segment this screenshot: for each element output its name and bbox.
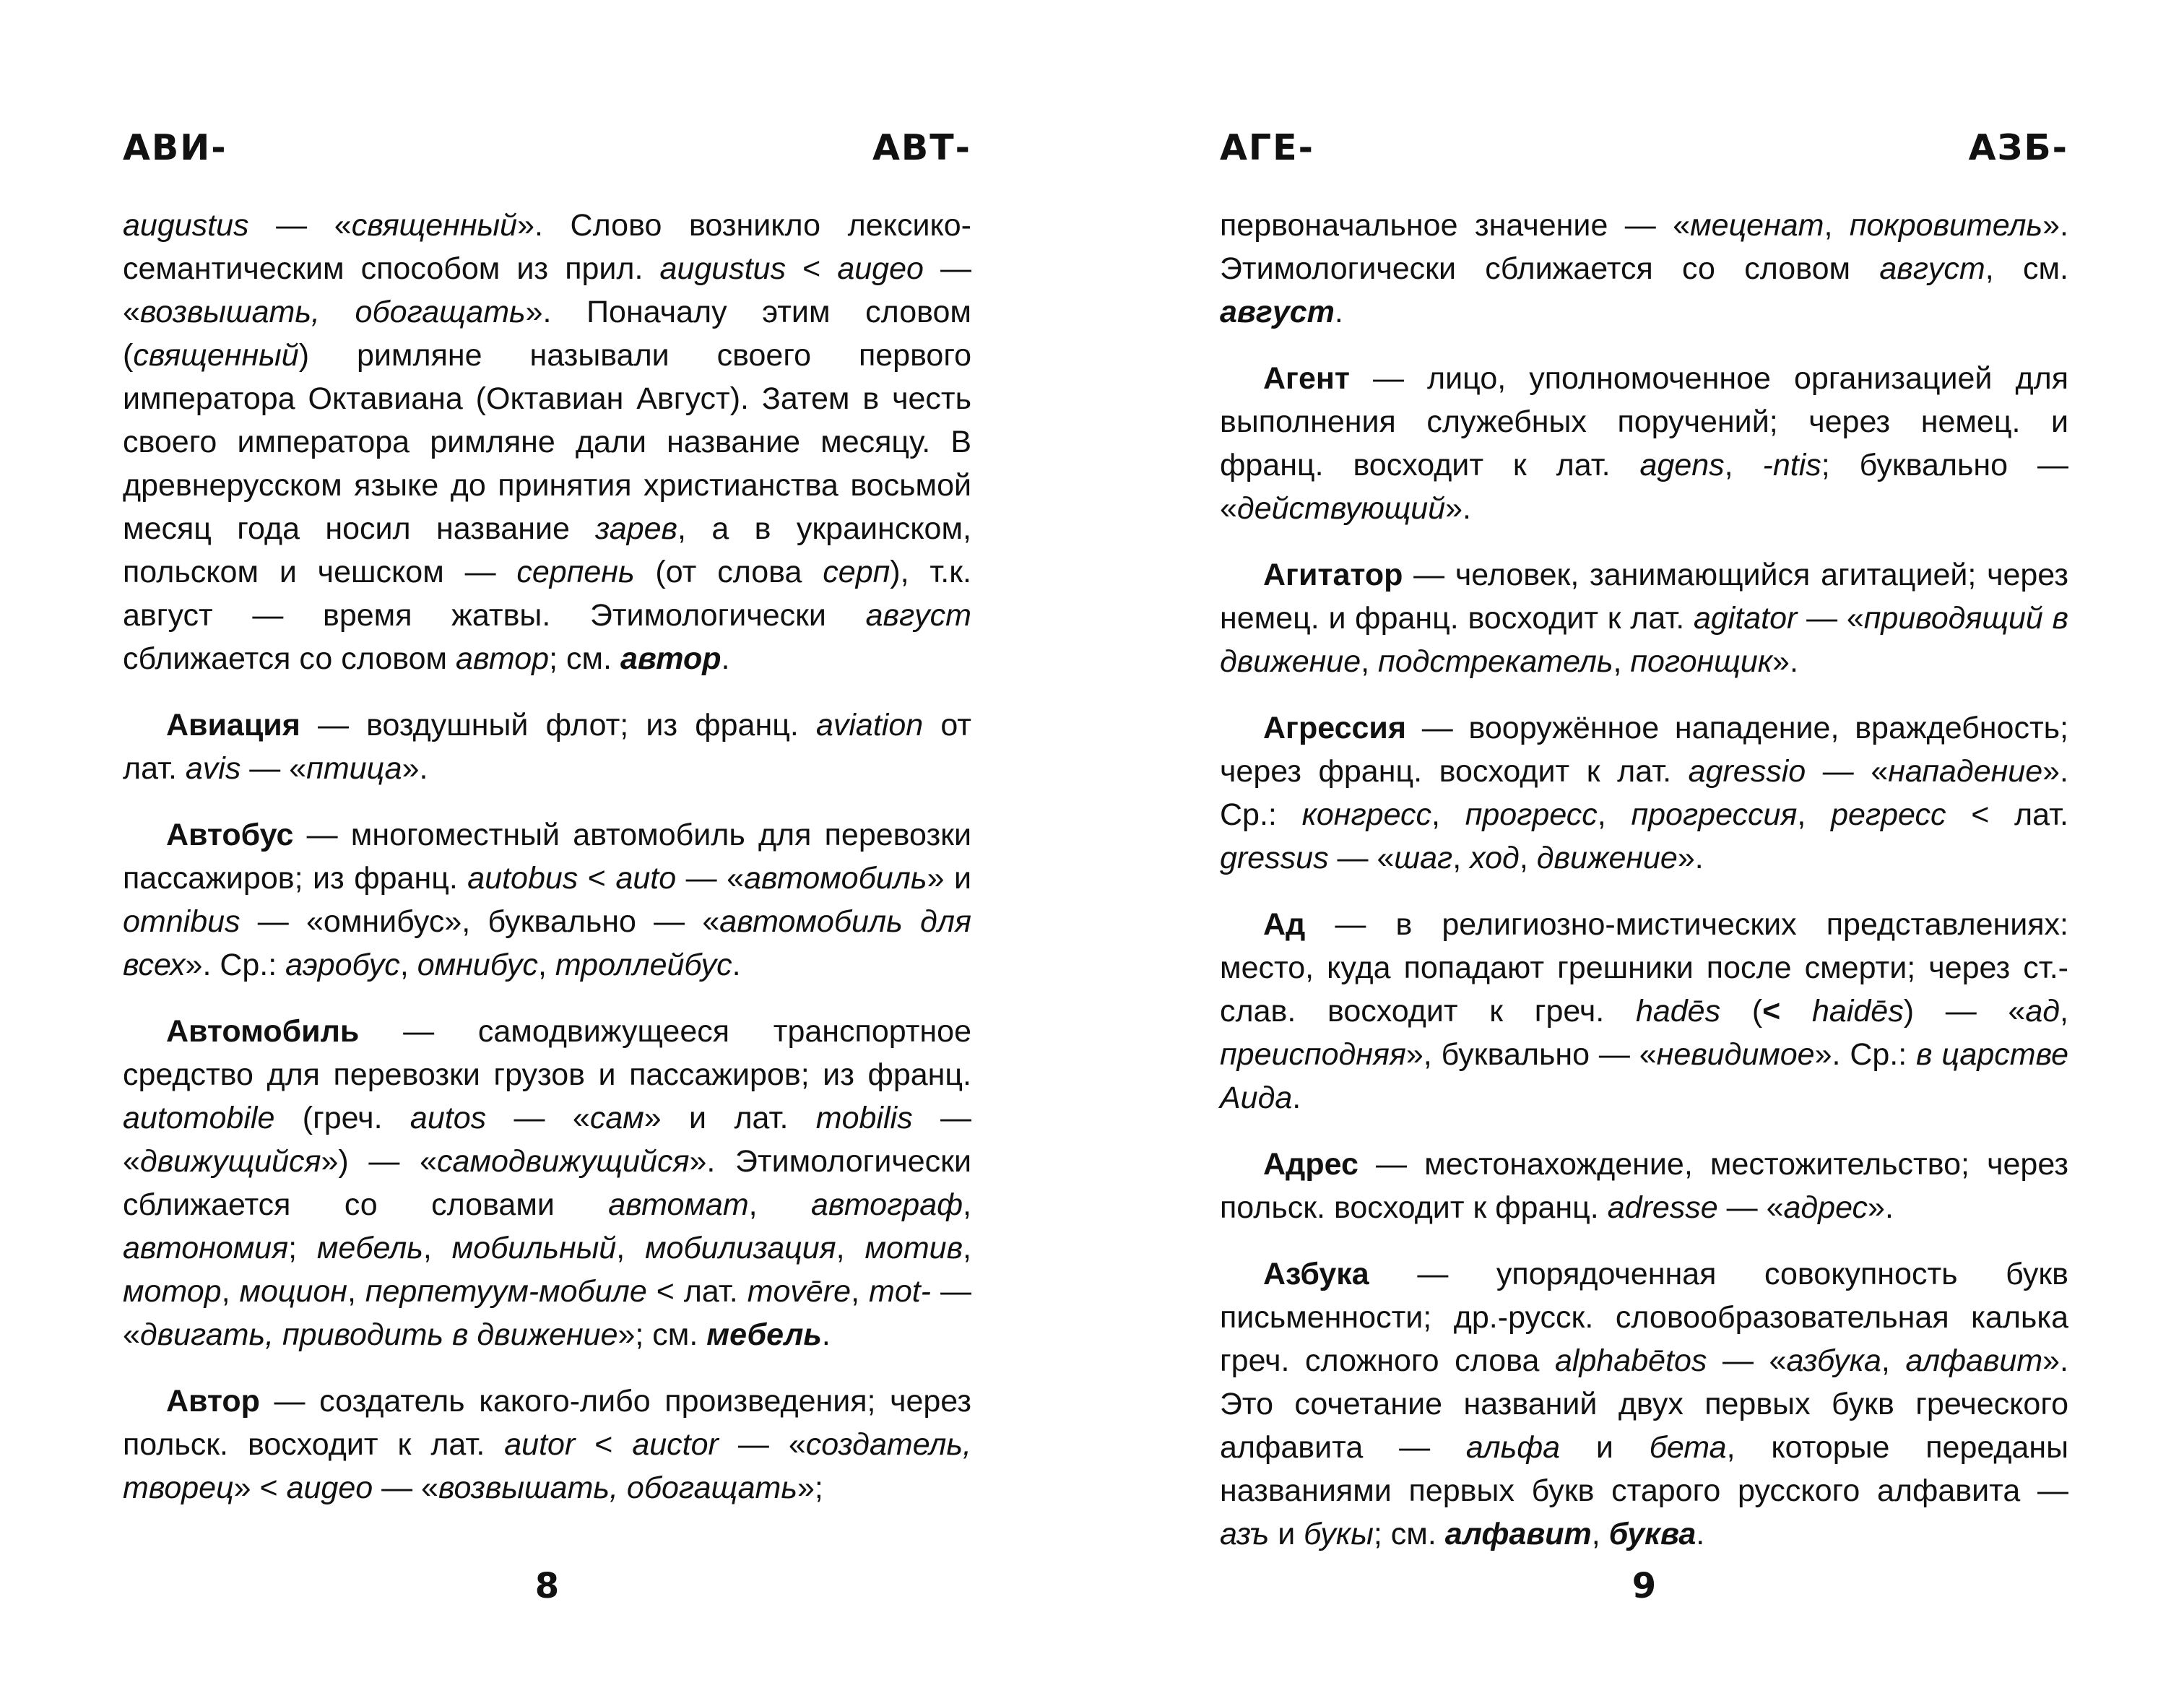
italic-text: alphabētos	[1555, 1343, 1707, 1378]
text-run: » <	[233, 1471, 287, 1505]
text-run: — «	[718, 1427, 806, 1462]
italic-text: autos	[410, 1101, 487, 1135]
text-run: (	[1720, 994, 1763, 1029]
text-run: ». Ср.:	[1220, 754, 2068, 832]
text-run: ,	[537, 948, 555, 982]
italic-text: movēre	[747, 1274, 852, 1309]
italic-text: меценат	[1690, 208, 1824, 243]
text-run: — «	[1328, 841, 1395, 875]
text-run: — «	[1797, 601, 1864, 636]
text-run: — «	[240, 751, 307, 786]
text-run: ,	[1452, 841, 1470, 875]
text-run: », буквально — «	[1405, 1037, 1657, 1072]
italic-text: букы	[1304, 1517, 1374, 1551]
italic-text: серп	[823, 555, 890, 589]
italic-text: автомат	[608, 1187, 749, 1222]
italic-text: adresse	[1607, 1190, 1718, 1225]
italic-text: gressus	[1220, 841, 1329, 875]
italic-text: шаг	[1394, 841, 1453, 875]
page-body	[123, 204, 971, 1533]
italic-text: действующий	[1236, 491, 1446, 526]
text-run: ,	[851, 1274, 869, 1309]
headword: Ад	[1263, 907, 1306, 942]
italic-text: в царстве Аида	[1220, 1037, 2068, 1115]
italic-text: autobus	[467, 861, 578, 896]
dictionary-entry	[123, 813, 971, 987]
text-run: ,	[1591, 1517, 1609, 1551]
text-run: ,	[748, 1187, 811, 1222]
text-run: ,	[1613, 644, 1631, 679]
page-body	[1220, 204, 2068, 1579]
italic-text: augustus	[659, 251, 786, 286]
text-run: <	[578, 861, 616, 896]
text-run: — самодвижущееся транспортное средство для перевозки грузов и пассажиров; из франц.	[123, 1014, 971, 1092]
italic-text: прогрессия	[1631, 797, 1798, 832]
italic-text: auctor	[632, 1427, 719, 1462]
text-run: »; см.	[618, 1317, 707, 1352]
italic-text: азбука	[1786, 1343, 1881, 1378]
text-run: ,	[616, 1231, 646, 1265]
text-run: ; см.	[1373, 1517, 1445, 1551]
text-run: ) римляне называли своего первого императора Октавиана (Октавиан Август). Затем в честь своего императора римляне дали название месяцу. В древнерусском языке до принятия христианства восьмой месяц года носил название	[123, 338, 971, 546]
headword: Автор	[166, 1384, 260, 1419]
text-run: »;	[797, 1471, 823, 1505]
text-run: < лат.	[646, 1274, 748, 1309]
italic-text: omnibus	[123, 904, 240, 939]
italic-text: мотив	[864, 1231, 963, 1265]
text-run: — «	[1707, 1343, 1787, 1378]
italic-text: auto	[615, 861, 677, 896]
text-run: ,	[963, 1187, 971, 1222]
text-run: ») — «	[321, 1144, 438, 1179]
text-run: ».	[1445, 491, 1471, 526]
italic-text: зарев	[595, 511, 677, 546]
text-run: — «	[373, 1471, 438, 1505]
dictionary-entry	[123, 703, 971, 790]
italic-text: подстрекатель	[1378, 644, 1613, 679]
text-run: ,	[1797, 797, 1832, 832]
text-run: — «	[123, 1274, 971, 1352]
italic-text: hadēs	[1635, 994, 1721, 1029]
italic-text: автомобиль	[744, 861, 927, 896]
italic-text: ход	[1470, 841, 1520, 875]
text-run: ». Слово возникло лексико-семантическим способом из прил.	[123, 208, 971, 286]
headword: Агент	[1263, 361, 1350, 396]
page-left	[123, 0, 971, 1706]
italic-text: autor	[504, 1427, 576, 1462]
headword: Авиация	[166, 708, 300, 742]
text-run: ,	[1361, 644, 1379, 679]
italic-text: -ntis	[1762, 448, 1821, 482]
text-run: .	[1334, 295, 1343, 329]
text-run: ,	[1597, 797, 1632, 832]
text-run: — «	[676, 861, 745, 896]
italic-text: автономия	[123, 1231, 289, 1265]
text-run: ». Поначалу этим словом (	[123, 295, 971, 373]
dictionary-entry	[1220, 1252, 2068, 1556]
text-run: — «	[123, 251, 971, 329]
continued-text	[1220, 204, 2068, 334]
text-run: ,	[2060, 994, 2068, 1029]
cross-reference: автор	[620, 641, 722, 676]
italic-text: конгресс	[1301, 797, 1432, 832]
italic-text: ад	[2025, 994, 2060, 1029]
cross-reference: август	[1220, 295, 1335, 329]
text-run: — вооружённое нападение, враждебность; через франц. восходит к лат.	[1220, 711, 2068, 789]
italic-text: agitator	[1693, 601, 1798, 636]
italic-text: мобильный	[451, 1231, 617, 1265]
text-run: ,	[1824, 208, 1850, 243]
italic-text: agens	[1639, 448, 1725, 482]
italic-text: бета	[1649, 1430, 1727, 1465]
italic-text: аэробус	[285, 948, 400, 982]
italic-text: движение	[1536, 841, 1678, 875]
headword: Агитатор	[1263, 558, 1403, 592]
headword: Автомобиль	[166, 1014, 360, 1049]
text-run: .	[732, 948, 741, 982]
italic-text: avis	[185, 751, 241, 786]
running-head-left: АВИ-	[123, 127, 228, 168]
italic-text: моцион	[239, 1274, 347, 1309]
text-run: ,	[1724, 448, 1763, 482]
text-run: ) — «	[1903, 994, 2026, 1029]
text-run: ,	[836, 1231, 865, 1265]
dictionary-entry	[1220, 553, 2068, 683]
text-run: сближается со словом	[123, 641, 456, 676]
text-run: — местонахождение, местожительство; через польск. восходит к франц.	[1220, 1147, 2068, 1225]
text-run: .	[1696, 1517, 1705, 1551]
text-run: ». Это сочетание названий двух первых букв греческого алфавита —	[1220, 1343, 2069, 1465]
dictionary-entry	[123, 1010, 971, 1356]
italic-text: agressio	[1688, 754, 1806, 789]
italic-text: augeo	[837, 251, 924, 286]
italic-text: серпень	[516, 555, 635, 589]
italic-text: aviation	[815, 708, 924, 742]
text-run: — многоместный автомобиль для перевозки пассажиров; из франц.	[123, 818, 971, 896]
text-run	[1780, 994, 1812, 1029]
text-run: (греч.	[274, 1101, 410, 1135]
dictionary-entry	[1220, 706, 2068, 880]
text-run: (от слова	[634, 555, 823, 589]
text-run: ;	[288, 1231, 317, 1265]
cross-reference: мебель	[706, 1317, 822, 1352]
italic-text: преисподняя	[1220, 1037, 1406, 1072]
running-head-right: АВТ-	[872, 127, 971, 168]
text-run: — воздушный флот; из франц.	[300, 708, 816, 742]
text-run: .	[721, 641, 730, 676]
text-run: ». Этимологически сближается со словом	[1220, 208, 2068, 286]
text-run: ,	[422, 1231, 452, 1265]
page-right	[1220, 0, 2068, 1706]
text-run: первоначальное значение — «	[1220, 208, 1691, 243]
text-run: ,	[963, 1231, 971, 1265]
text-run: » и лат.	[644, 1101, 816, 1135]
italic-text: мотор	[123, 1274, 222, 1309]
text-run: ».	[1868, 1190, 1894, 1225]
text-run: <	[575, 1427, 633, 1462]
italic-text: мебель	[316, 1231, 423, 1265]
italic-text: альфа	[1465, 1430, 1561, 1465]
text-run: ,	[1881, 1343, 1906, 1378]
italic-text: mot-	[869, 1274, 931, 1309]
text-run: , см.	[1985, 251, 2068, 286]
text-run: ». Этимологически сближается со словами	[123, 1144, 971, 1222]
italic-text: погонщик	[1630, 644, 1773, 679]
italic-text: приводящий в движение	[1220, 601, 2068, 679]
italic-text: возвышать, обогащать	[139, 295, 526, 329]
text-run: <	[786, 251, 838, 286]
text-run: — создатель какого-либо произведения; через польск. восходит к лат.	[123, 1384, 971, 1462]
text-run: ».	[402, 751, 428, 786]
text-run: ».	[1772, 644, 1798, 679]
running-head	[123, 127, 971, 168]
text-run: ), т.к. август — время жатвы. Этимологически	[123, 555, 971, 633]
text-run: ». Ср.:	[185, 948, 286, 982]
italic-text: невидимое	[1656, 1037, 1815, 1072]
text-run: » и	[927, 861, 971, 896]
headword: Адрес	[1263, 1147, 1358, 1182]
italic-text: мобилизация	[645, 1231, 836, 1265]
text-run: < лат.	[1946, 797, 2068, 832]
text-run: ; см.	[549, 641, 620, 676]
page-number: 9	[1632, 1566, 1657, 1606]
text-run: , которые переданы названиями первых букв старого русского алфавита —	[1220, 1430, 2068, 1508]
text-run: , а в украинском, польском и чешском —	[123, 511, 971, 589]
dictionary-entry	[1220, 1143, 2068, 1229]
text-run: ; буквально — «	[1220, 448, 2068, 526]
italic-text: покровитель	[1849, 208, 2043, 243]
italic-text: mobilis	[815, 1101, 913, 1135]
italic-text: сам	[589, 1101, 644, 1135]
headword: Азбука	[1263, 1257, 1369, 1291]
cross-reference: алфавит	[1444, 1517, 1592, 1551]
text-run: .	[1292, 1081, 1301, 1115]
italic-text: священный	[133, 338, 299, 373]
running-head-left: АГЕ-	[1220, 127, 1314, 168]
italic-text: регресс	[1831, 797, 1946, 832]
running-head-right: АЗБ-	[1968, 127, 2068, 168]
italic-text: augustus	[123, 208, 249, 243]
italic-text: прогресс	[1465, 797, 1598, 832]
continued-text	[123, 204, 971, 680]
italic-text: август	[865, 598, 971, 633]
dictionary-entry	[1220, 903, 2068, 1120]
text-run: ». Ср.:	[1814, 1037, 1917, 1072]
italic-text: азъ	[1220, 1517, 1270, 1551]
running-head	[1220, 127, 2068, 168]
text-run: — упорядоченная совокупность букв письменности; др.-русск. словообразовательная калька греч. сложного слова	[1220, 1257, 2068, 1378]
italic-text: птица	[306, 751, 402, 786]
text-run: ,	[1519, 841, 1537, 875]
italic-text: haidēs	[1811, 994, 1904, 1029]
italic-text: automobile	[123, 1101, 275, 1135]
page-number: 8	[534, 1566, 560, 1606]
italic-text: двигать, приводить в движение	[139, 1317, 618, 1352]
italic-text: движущийся	[139, 1144, 321, 1179]
text-run: — «	[248, 208, 352, 243]
italic-text: адрес	[1783, 1190, 1868, 1225]
text-run: от лат.	[123, 708, 971, 786]
text-run: ,	[221, 1274, 240, 1309]
text-run: ,	[347, 1274, 365, 1309]
italic-text: автограф	[810, 1187, 963, 1222]
text-run: и	[1560, 1430, 1650, 1465]
headword: Автобус	[166, 818, 294, 852]
italic-text: омнибус	[417, 948, 538, 982]
italic-text: август	[1879, 251, 1985, 286]
text-run: — «	[123, 1101, 971, 1179]
dictionary-entry	[123, 1380, 971, 1510]
headword: <	[1762, 994, 1781, 1029]
dictionary-entry	[1220, 357, 2068, 530]
italic-text: нападение	[1888, 754, 2043, 789]
italic-text: возвышать, обогащать	[438, 1471, 797, 1505]
text-run: — «омнибус», буквально — «	[240, 904, 720, 939]
text-run: — лицо, уполномоченное организацией для выполнения служебных поручений; через немец. и франц. восходит к лат.	[1220, 361, 2068, 482]
italic-text: самодвижущийся	[437, 1144, 690, 1179]
italic-text: автомобиль для всех	[123, 904, 972, 982]
italic-text: священный	[351, 208, 518, 243]
text-run: — в религиозно-мистических представлениях: место, куда попадают грешники после смерти; через ст.-слав. восходит к греч.	[1220, 907, 2068, 1029]
italic-text: augeo	[286, 1471, 373, 1505]
italic-text: алфавит	[1905, 1343, 2043, 1378]
italic-text: троллейбус	[555, 948, 732, 982]
text-run: — «	[486, 1101, 590, 1135]
text-run: — «	[1806, 754, 1889, 789]
italic-text: автор	[456, 641, 550, 676]
text-run: — человек, занимающийся агитацией; через немец. и франц. восходит к лат.	[1220, 558, 2068, 636]
text-run: ,	[399, 948, 417, 982]
headword: Агрессия	[1263, 711, 1406, 745]
text-run: — «	[1717, 1190, 1784, 1225]
cross-reference: буква	[1608, 1517, 1696, 1551]
text-run: ,	[1431, 797, 1465, 832]
text-run: ».	[1677, 841, 1704, 875]
italic-text: перпетуум-мобиле	[365, 1274, 647, 1309]
italic-text: создатель, творец	[123, 1427, 971, 1505]
text-run: и	[1269, 1517, 1304, 1551]
text-run: .	[821, 1317, 831, 1352]
